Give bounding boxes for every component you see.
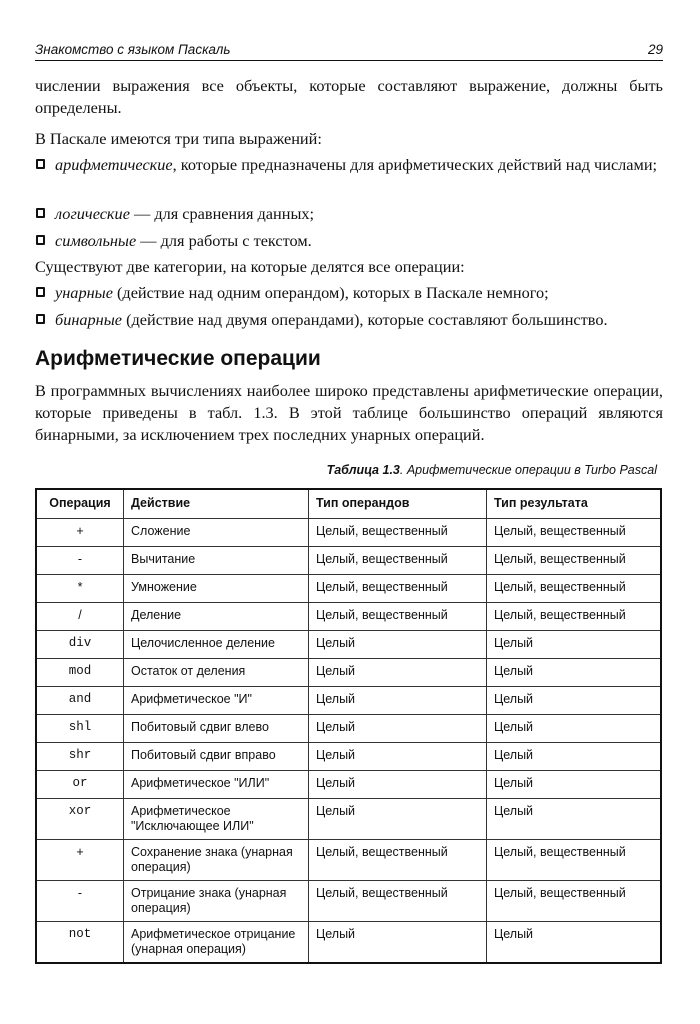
action-cell: Арифметическое "ИЛИ": [124, 771, 309, 799]
list-item-type: арифметические, которые предназначены для арифметических действий над числами;: [35, 154, 663, 176]
result-type-cell: Целый: [487, 743, 662, 771]
operand-type-cell: Целый: [309, 659, 487, 687]
result-type-cell: Целый, вещественный: [487, 881, 662, 922]
operand-type-cell: Целый, вещественный: [309, 603, 487, 631]
action-cell: Арифметическое отрицание (унарная операция): [124, 922, 309, 964]
term: логические: [55, 204, 130, 223]
section-heading: Арифметические операции: [35, 347, 321, 370]
column-header: Тип результата: [487, 489, 662, 519]
result-type-cell: Целый: [487, 799, 662, 840]
term: бинарные: [55, 310, 123, 329]
table-row: [36, 771, 661, 799]
table-header-row: [36, 489, 661, 519]
operation-cell: *: [36, 575, 124, 603]
operand-type-cell: Целый: [309, 771, 487, 799]
operation-cell: shl: [36, 715, 124, 743]
operand-type-cell: Целый: [309, 687, 487, 715]
checkbox-bullet-icon: [36, 287, 45, 297]
table-row: [36, 575, 661, 603]
action-cell: Отрицание знака (унарная операция): [124, 881, 309, 922]
operand-type-cell: Целый: [309, 715, 487, 743]
checkbox-bullet-icon: [36, 235, 45, 245]
operand-type-cell: Целый, вещественный: [309, 575, 487, 603]
table-row: [36, 840, 661, 881]
table-body: [36, 519, 661, 964]
operation-cell: not: [36, 922, 124, 964]
action-cell: Целочисленное деление: [124, 631, 309, 659]
term: унарные: [55, 283, 113, 302]
action-cell: Арифметическое "Исключающее ИЛИ": [124, 799, 309, 840]
action-cell: Умножение: [124, 575, 309, 603]
operand-type-cell: Целый, вещественный: [309, 547, 487, 575]
checkbox-bullet-icon: [36, 208, 45, 218]
table-row: [36, 922, 661, 964]
result-type-cell: Целый: [487, 771, 662, 799]
categories-lead: Существуют две категории, на которые делятся все операции:: [35, 257, 465, 276]
result-type-cell: Целый: [487, 631, 662, 659]
action-cell: Деление: [124, 603, 309, 631]
list-item-type: логические — для сравнения данных;: [35, 203, 663, 225]
operand-type-cell: Целый, вещественный: [309, 519, 487, 547]
action-cell: Побитовый сдвиг вправо: [124, 743, 309, 771]
checkbox-bullet-icon: [36, 159, 45, 169]
column-header: Тип операндов: [309, 489, 487, 519]
running-title: Знакомство с языком Паскаль: [35, 42, 231, 57]
action-cell: Остаток от деления: [124, 659, 309, 687]
table-row: [36, 547, 661, 575]
table-row: [36, 631, 661, 659]
checkbox-bullet-icon: [36, 314, 45, 324]
operand-type-cell: Целый, вещественный: [309, 881, 487, 922]
result-type-cell: Целый, вещественный: [487, 840, 662, 881]
operand-type-cell: Целый: [309, 799, 487, 840]
table-caption-label: Таблица 1.3: [326, 463, 400, 477]
result-type-cell: Целый, вещественный: [487, 575, 662, 603]
operand-type-cell: Целый, вещественный: [309, 840, 487, 881]
action-cell: Сложение: [124, 519, 309, 547]
result-type-cell: Целый, вещественный: [487, 519, 662, 547]
action-cell: Арифметическое "И": [124, 687, 309, 715]
section-paragraph: В программных вычислениях наиболее широко представлены арифметические операции, которые приведены в табл. 1.3. В этой таблице большинство операций являются бинарными, за исключением трех последних унарных операций.: [35, 381, 663, 444]
table-row: [36, 603, 661, 631]
types-lead: В Паскале имеются три типа выражений:: [35, 129, 322, 148]
table-caption: [327, 463, 657, 477]
operation-cell: shr: [36, 743, 124, 771]
result-type-cell: Целый: [487, 715, 662, 743]
table-row: [36, 799, 661, 840]
table-row: [36, 687, 661, 715]
table-caption-text: . Арифметические операции в Turbo Pascal: [399, 463, 657, 477]
operand-type-cell: Целый: [309, 743, 487, 771]
table-row: [36, 519, 661, 547]
continuation-paragraph: числении выражения все объекты, которые составляют выражение, должны быть определены.: [35, 76, 663, 117]
term: арифметические: [55, 155, 173, 174]
table-row: [36, 881, 661, 922]
action-cell: Сохранение знака (унарная операция): [124, 840, 309, 881]
operation-cell: and: [36, 687, 124, 715]
running-header: [35, 40, 663, 61]
operation-cell: mod: [36, 659, 124, 687]
operation-cell: -: [36, 547, 124, 575]
term: символьные: [55, 231, 137, 250]
action-cell: Побитовый сдвиг влево: [124, 715, 309, 743]
column-header: Операция: [36, 489, 124, 519]
list-item-category: унарные (действие над одним операндом), которых в Паскале немного;: [35, 282, 663, 304]
list-item-type: символьные — для работы с текстом.: [35, 230, 663, 252]
list-item-category: бинарные (действие над двумя операндами), которые составляют большинство.: [35, 309, 663, 331]
operand-type-cell: Целый: [309, 631, 487, 659]
operation-cell: -: [36, 881, 124, 922]
operations-table: [35, 488, 662, 964]
operation-cell: xor: [36, 799, 124, 840]
result-type-cell: Целый: [487, 687, 662, 715]
operation-cell: div: [36, 631, 124, 659]
column-header: Действие: [124, 489, 309, 519]
result-type-cell: Целый: [487, 922, 662, 964]
operation-cell: +: [36, 519, 124, 547]
action-cell: Вычитание: [124, 547, 309, 575]
table-row: [36, 715, 661, 743]
page-number: 29: [647, 42, 663, 57]
operation-cell: /: [36, 603, 124, 631]
operation-cell: +: [36, 840, 124, 881]
table-row: [36, 743, 661, 771]
operation-cell: or: [36, 771, 124, 799]
result-type-cell: Целый, вещественный: [487, 547, 662, 575]
result-type-cell: Целый: [487, 659, 662, 687]
result-type-cell: Целый, вещественный: [487, 603, 662, 631]
table-row: [36, 659, 661, 687]
operand-type-cell: Целый: [309, 922, 487, 964]
